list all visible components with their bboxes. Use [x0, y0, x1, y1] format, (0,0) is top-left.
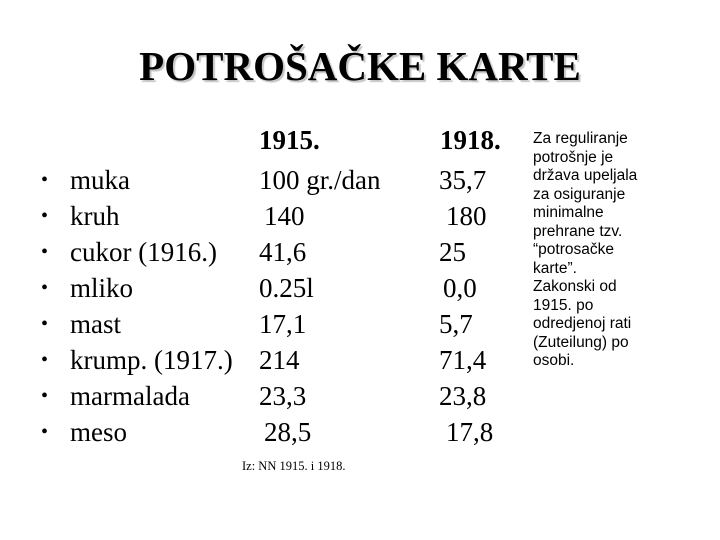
item-name: mliko: [70, 273, 134, 303]
value-1915: 0.25l: [259, 273, 314, 303]
side-note-line: Zakonski od: [533, 278, 617, 295]
side-note-line: minimalne: [533, 204, 604, 221]
list-item: [0, 198, 520, 234]
column-header-1915: 1915.: [259, 125, 320, 155]
value-1918: 23,8: [439, 381, 487, 411]
list-item: [0, 306, 520, 342]
value-1918: 0,0: [443, 273, 477, 303]
item-name: meso: [70, 417, 127, 447]
side-note-line: za osiguranje: [533, 185, 626, 203]
bullet-icon: •: [41, 313, 49, 335]
bullet-icon: •: [41, 421, 49, 443]
bullet-icon: •: [41, 385, 49, 407]
side-note-line: Za reguliranje: [533, 130, 628, 147]
value-1915: 140: [264, 201, 305, 231]
item-name: cukor (1916.): [70, 237, 217, 267]
value-1915: 28,5: [264, 417, 312, 447]
side-note-line: 1915. po: [533, 296, 594, 314]
value-1918: 17,8: [446, 417, 494, 447]
source-citation: Iz: NN 1915. i 1918.: [242, 459, 346, 473]
value-1915: 17,1: [259, 309, 307, 339]
bullet-icon: •: [41, 277, 49, 299]
side-note-line: država upeljala: [533, 167, 638, 184]
value-1918: 35,7: [439, 165, 487, 195]
ration-list: [0, 162, 520, 450]
item-name: mast: [70, 309, 121, 339]
value-1918: 71,4: [439, 345, 487, 375]
value-1915: 100 gr./dan: [259, 165, 381, 195]
item-name: kruh: [70, 201, 120, 231]
value-1918: 25: [439, 237, 466, 267]
list-item: [0, 414, 520, 450]
slide-title: POTROŠAČKE KARTE: [139, 43, 581, 89]
value-1918: 180: [446, 201, 487, 231]
value-1915: 23,3: [259, 381, 307, 411]
side-note-line: prehrane tzv.: [533, 222, 623, 240]
item-name: krump. (1917.): [70, 345, 233, 375]
bullet-icon: •: [41, 349, 49, 371]
side-note-line: (Zuteilung) po: [533, 333, 629, 351]
bullet-icon: •: [41, 205, 49, 227]
value-1915: 41,6: [259, 237, 307, 267]
list-item: [0, 162, 520, 198]
column-header-1918: 1918.: [440, 125, 501, 155]
list-item: [0, 270, 520, 306]
side-note-line: odredjenoj rati: [533, 315, 632, 332]
bullet-icon: •: [41, 241, 49, 263]
side-note-line: osobi.: [533, 352, 575, 369]
list-item: [0, 234, 520, 270]
list-item: [0, 342, 520, 378]
side-note-line: potrošnje je: [533, 148, 614, 166]
value-1918: 5,7: [439, 309, 473, 339]
item-name: muka: [70, 165, 130, 195]
side-note-line: karte”.: [533, 259, 577, 277]
bullet-icon: •: [41, 169, 49, 191]
value-1915: 214: [259, 345, 300, 375]
list-item: [0, 378, 520, 414]
side-note: [533, 130, 701, 371]
item-name: marmalada: [70, 381, 190, 411]
side-note-line: “potrosačke: [533, 241, 614, 258]
